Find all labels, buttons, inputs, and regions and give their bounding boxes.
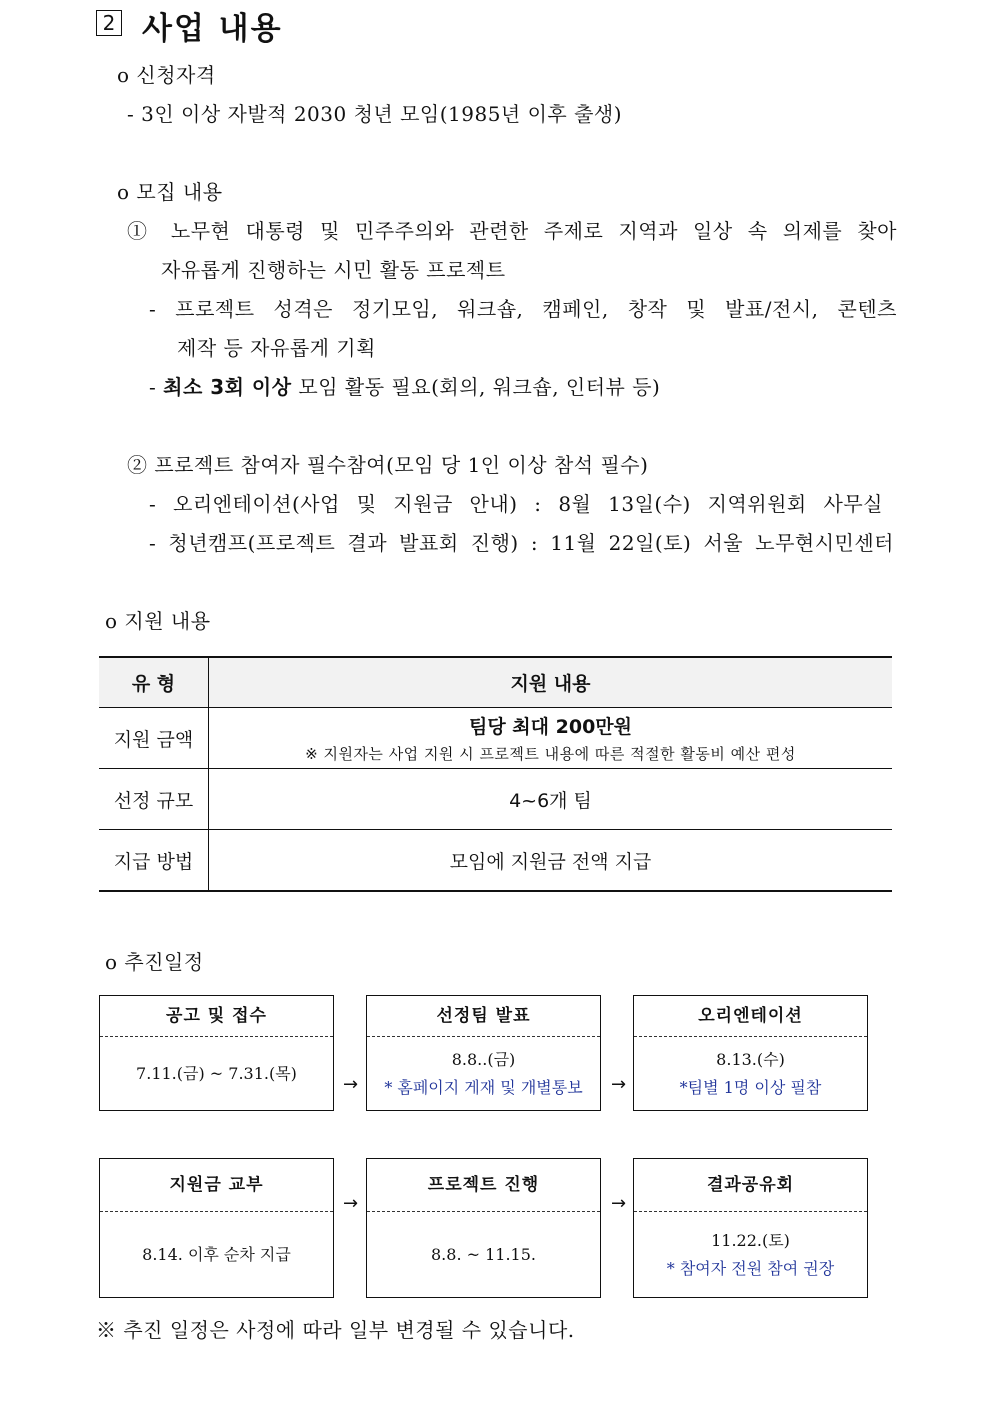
step-date: 11.22.(토) bbox=[711, 1231, 790, 1250]
support-row-content: 모임에 지원금 전액 지급 bbox=[209, 830, 893, 892]
schedule-step-project bbox=[366, 1158, 601, 1298]
support-table-header bbox=[99, 657, 892, 708]
support-heading: o 지원 내용 bbox=[105, 609, 211, 633]
schedule-step-announce bbox=[99, 995, 334, 1111]
section-number-box: 2 bbox=[96, 10, 122, 36]
step-title: 공고 및 접수 bbox=[100, 996, 333, 1037]
support-row-type: 선정 규모 bbox=[99, 769, 209, 830]
recruit-item-2-sub-1: - 오리엔테이션(사업 및 지원금 안내) : 8월 13일(수) 지역위원회 사무실 bbox=[149, 492, 883, 516]
support-table bbox=[99, 656, 892, 892]
schedule-footnote: ※ 추진 일정은 사정에 따라 일부 변경될 수 있습니다. bbox=[96, 1318, 575, 1342]
eligibility-heading: o 신청자격 bbox=[117, 63, 216, 87]
recruit-sub-1: - 프로젝트 성격은 정기모임, 워크숍, 캠페인, 창작 및 발표/전시, 콘텐츠 bbox=[149, 297, 897, 321]
recruit-sub-2 bbox=[149, 373, 660, 401]
step-body bbox=[100, 1212, 333, 1298]
recruit-heading: o 모집 내용 bbox=[117, 180, 223, 204]
step-title: 프로젝트 진행 bbox=[367, 1159, 600, 1212]
recruit-sub-1-cont: 제작 등 자유롭게 기획 bbox=[177, 336, 376, 360]
step-note: * 홈페이지 게재 및 개별통보 bbox=[384, 1078, 583, 1097]
support-amount: 팀당 최대 200만원 bbox=[468, 716, 632, 738]
step-body bbox=[634, 1037, 867, 1111]
support-col-type: 유 형 bbox=[99, 657, 209, 708]
step-title: 결과공유회 bbox=[634, 1159, 867, 1212]
schedule-step-sharing bbox=[633, 1158, 868, 1298]
step-date: 8.13.(수) bbox=[716, 1050, 785, 1069]
support-row-content bbox=[209, 708, 893, 769]
step-date: 7.11.(금) ~ 7.31.(목) bbox=[136, 1064, 297, 1083]
table-row bbox=[99, 708, 892, 769]
arrow-right-icon: → bbox=[343, 1193, 359, 1214]
step-date: 8.8..(금) bbox=[451, 1050, 516, 1069]
recruit-sub-2-prefix: - bbox=[149, 375, 164, 399]
recruit-item-2: ② 프로젝트 참여자 필수참여(모임 당 1인 이상 참석 필수) bbox=[127, 453, 649, 477]
step-body bbox=[634, 1212, 867, 1298]
arrow-right-icon: → bbox=[343, 1074, 359, 1095]
eligibility-item: - 3인 이상 자발적 2030 청년 모임(1985년 이후 출생) bbox=[127, 102, 623, 126]
step-note: * 참여자 전원 참여 권장 bbox=[666, 1259, 835, 1278]
arrow-right-icon: → bbox=[611, 1193, 627, 1214]
step-note: *팀별 1명 이상 필참 bbox=[679, 1078, 822, 1097]
step-title: 오리엔테이션 bbox=[634, 996, 867, 1037]
recruit-item-1-cont: 자유롭게 진행하는 시민 활동 프로젝트 bbox=[161, 258, 506, 282]
arrow-right-icon: → bbox=[611, 1074, 627, 1095]
support-row-type: 지급 방법 bbox=[99, 830, 209, 892]
recruit-item-2-sub-2: - 청년캠프(프로젝트 결과 발표회 진행) : 11월 22일(토) 서울 노무현시민센터 bbox=[149, 531, 894, 555]
table-row bbox=[99, 830, 892, 892]
step-body bbox=[100, 1037, 333, 1111]
step-date: 8.14. 이후 순차 지급 bbox=[142, 1245, 291, 1264]
recruit-item-1: ① 노무현 대통령 및 민주주의와 관련한 주제로 지역과 일상 속 의제를 찾아 bbox=[127, 219, 897, 243]
step-date: 8.8. ~ 11.15. bbox=[431, 1245, 536, 1264]
step-title: 선정팀 발표 bbox=[367, 996, 600, 1037]
support-col-content: 지원 내용 bbox=[209, 657, 893, 708]
recruit-sub-2-rest: 모임 활동 필요(회의, 워크숍, 인터뷰 등) bbox=[291, 375, 661, 399]
support-row-content: 4~6개 팀 bbox=[209, 769, 893, 830]
schedule-step-grant bbox=[99, 1158, 334, 1298]
recruit-sub-2-emphasis: 최소 3회 이상 bbox=[163, 375, 292, 399]
step-body bbox=[367, 1212, 600, 1298]
support-row-type: 지원 금액 bbox=[99, 708, 209, 769]
schedule-step-selection bbox=[366, 995, 601, 1111]
schedule-step-orientation bbox=[633, 995, 868, 1111]
step-title: 지원금 교부 bbox=[100, 1159, 333, 1212]
section-title: 사업 내용 bbox=[142, 11, 283, 47]
table-row bbox=[99, 769, 892, 830]
step-body bbox=[367, 1037, 600, 1111]
schedule-heading: o 추진일정 bbox=[105, 950, 204, 974]
support-amount-note: ※ 지원자는 사업 지원 시 프로젝트 내용에 따른 적절한 활동비 예산 편성 bbox=[305, 745, 796, 763]
